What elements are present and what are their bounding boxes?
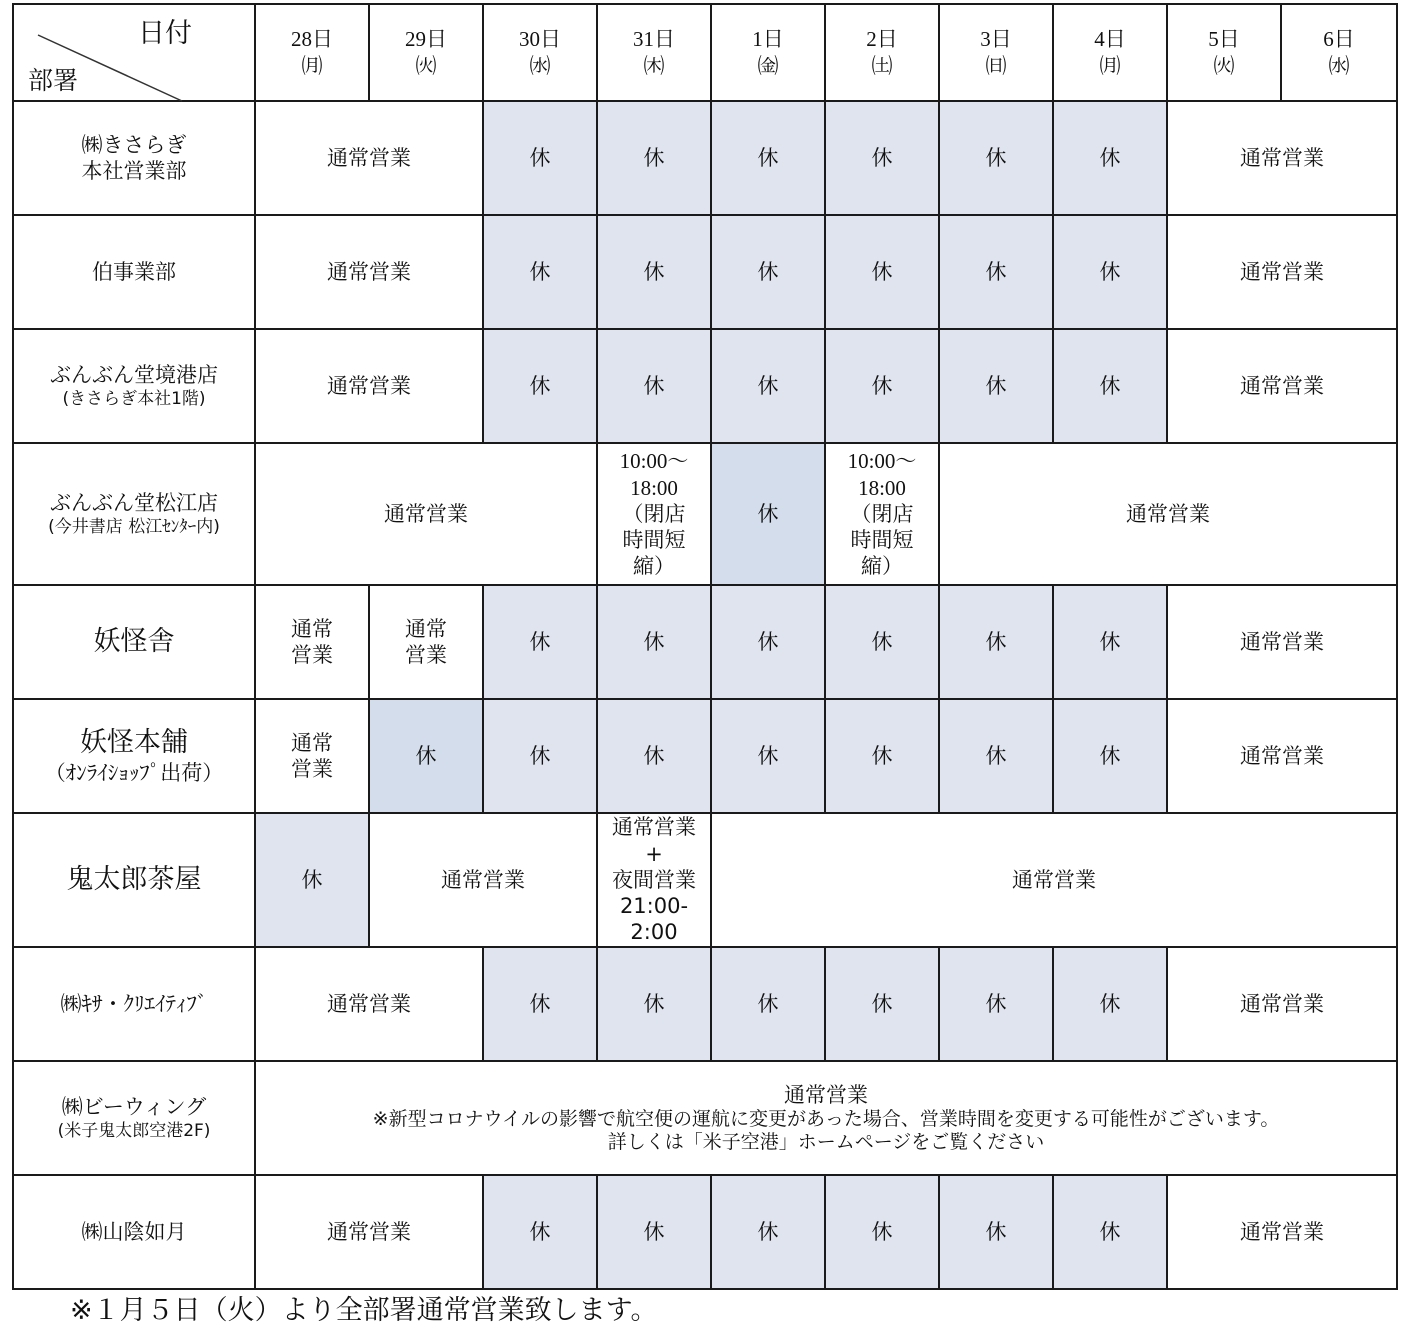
status-closed: 休: [939, 585, 1053, 699]
status-short-hours: [597, 443, 711, 585]
date-weekday: ㈪: [301, 53, 323, 78]
date-day: 31日: [633, 27, 675, 52]
dept-cell-youkaisha: [13, 585, 255, 699]
status-closed: 休: [1053, 585, 1167, 699]
night-line: 夜間営業: [612, 867, 696, 892]
status-closed: 休: [255, 813, 369, 947]
date-header-2: [825, 4, 939, 101]
status-closed: 休: [711, 443, 825, 585]
header-row: [13, 4, 1397, 101]
date-day: 2日: [866, 27, 898, 52]
status-closed: 休: [825, 329, 939, 443]
status-normal-split: [255, 585, 369, 699]
table-row: [13, 1175, 1397, 1289]
status-normal: 通常営業: [1167, 329, 1397, 443]
date-weekday: ㈫: [1213, 53, 1235, 78]
dept-cell-bwing: [13, 1061, 255, 1175]
status-closed: 休: [825, 215, 939, 329]
status-closed: 休: [825, 101, 939, 215]
status-closed: 休: [1053, 329, 1167, 443]
dept-sub: （ｵﾝﾗｲｼｮｯﾌﾟ出荷）: [44, 760, 224, 785]
night-line: +: [645, 841, 663, 866]
dept-name: 妖怪本舗: [80, 727, 188, 758]
dept-name-line2: 本社営業部: [81, 159, 187, 183]
short-hours-line: 縮）: [633, 554, 675, 579]
status-closed: 休: [597, 585, 711, 699]
status-closed: 休: [711, 329, 825, 443]
status-closed: 休: [483, 1175, 597, 1289]
dept-name: ぶんぶん堂境港店: [50, 363, 218, 388]
status-closed: 休: [597, 329, 711, 443]
status-normal: 通常営業: [1167, 947, 1397, 1061]
date-day: 30日: [519, 27, 561, 52]
dept-cell-matsue: [13, 443, 255, 585]
dept-name: 鬼太郎茶屋: [66, 864, 202, 896]
status-line: 通常: [291, 616, 333, 641]
status-bwing-note: [255, 1061, 1397, 1175]
table-row: [13, 101, 1397, 215]
night-line: 21:00-2:00: [619, 894, 689, 945]
date-day: 6日: [1323, 27, 1355, 52]
status-closed: 休: [1053, 947, 1167, 1061]
date-header-28: [255, 4, 369, 101]
table-row: [13, 813, 1397, 947]
date-weekday: ㈬: [1328, 53, 1350, 78]
status-closed: 休: [483, 329, 597, 443]
short-hours-line: （閉店: [850, 501, 914, 526]
date-header-29: [369, 4, 483, 101]
date-axis-label: 日付: [138, 18, 192, 49]
date-weekday: ㈫: [415, 53, 437, 78]
dept-cell-sanin: ㈱山陰如月: [13, 1175, 255, 1289]
table-row: [13, 329, 1397, 443]
dept-name: 妖怪舎: [93, 626, 175, 658]
status-closed: 休: [939, 329, 1053, 443]
status-normal: 通常営業: [255, 947, 483, 1061]
status-closed: 休: [483, 699, 597, 813]
status-closed: 休: [825, 585, 939, 699]
status-line: 通常: [291, 730, 333, 755]
status-normal: 通常営業: [255, 215, 483, 329]
date-weekday: ㈯: [871, 53, 893, 78]
date-weekday: ㈰: [985, 53, 1007, 78]
status-closed: 休: [711, 947, 825, 1061]
status-short-hours: [825, 443, 939, 585]
status-closed: 休: [597, 215, 711, 329]
short-hours-line: 18:00: [858, 475, 906, 500]
note-line: 詳しくは「米子空港」ホームページをご覧ください: [607, 1131, 1045, 1154]
status-closed: 休: [1053, 699, 1167, 813]
status-closed: 休: [825, 947, 939, 1061]
status-closed: 休: [597, 699, 711, 813]
status-closed: 休: [711, 1175, 825, 1289]
status-closed: 休: [483, 101, 597, 215]
dept-cell-haku: 伯事業部: [13, 215, 255, 329]
date-header-30: [483, 4, 597, 101]
status-line: 営業: [291, 643, 333, 667]
date-day: 29日: [405, 27, 447, 52]
status-night-hours: [597, 813, 711, 947]
dept-name: ㈱ビーウィング: [61, 1095, 207, 1120]
date-header-6: [1281, 4, 1397, 101]
status-closed: 休: [483, 215, 597, 329]
status-closed: 休: [711, 699, 825, 813]
status-normal-split: [369, 585, 483, 699]
status-closed: 休: [1053, 215, 1167, 329]
date-weekday: ㈭: [643, 53, 665, 78]
dept-sub: (米子鬼太郎空港2F): [57, 1120, 211, 1141]
table-row: [13, 1061, 1397, 1175]
dept-sub: (今井書店 松江ｾﾝﾀｰ内): [48, 516, 220, 537]
table-row: [13, 215, 1397, 329]
short-hours-line: 縮）: [861, 554, 903, 579]
dept-sub: (きさらぎ本社1階): [62, 388, 206, 409]
status-normal: 通常営業: [255, 101, 483, 215]
status-closed: 休: [483, 585, 597, 699]
status-line: 通常: [405, 616, 447, 641]
status-closed: 休: [597, 947, 711, 1061]
short-hours-line: 時間短: [622, 528, 686, 553]
dept-axis-label: 部署: [28, 65, 79, 95]
dept-name: ぶんぶん堂松江店: [50, 491, 218, 516]
short-hours-line: 18:00: [630, 475, 678, 500]
status-normal: 通常営業: [1167, 101, 1397, 215]
date-header-31: [597, 4, 711, 101]
dept-cell-kisa: ㈱ｷｻ・ｸﾘｴｲﾃｨﾌﾞ: [13, 947, 255, 1061]
table-row: [13, 585, 1397, 699]
status-closed: 休: [825, 699, 939, 813]
status-normal: 通常営業: [1167, 215, 1397, 329]
dept-cell-sakaiminato: [13, 329, 255, 443]
status-normal: 通常営業: [1167, 585, 1397, 699]
table-row: [13, 699, 1397, 813]
date-weekday: ㈮: [757, 53, 779, 78]
date-day: 3日: [980, 27, 1012, 52]
status-normal: 通常営業: [1167, 699, 1397, 813]
footnote: ※１月５日（火）より全部署通常営業致します。: [70, 1295, 658, 1326]
note-line: 通常営業: [784, 1083, 868, 1108]
short-hours-line: 時間短: [850, 528, 914, 553]
status-closed: 休: [1053, 101, 1167, 215]
status-normal: 通常営業: [1167, 1175, 1397, 1289]
table-row: [13, 947, 1397, 1061]
status-closed: 休: [939, 699, 1053, 813]
holiday-schedule-table: [12, 3, 1398, 1290]
table-row: [13, 443, 1397, 585]
status-closed: 休: [939, 1175, 1053, 1289]
dept-cell-chaya: [13, 813, 255, 947]
date-day: 1日: [752, 27, 784, 52]
short-hours-line: 10:00～: [847, 449, 917, 474]
short-hours-line: （閉店: [622, 501, 686, 526]
status-closed: 休: [711, 585, 825, 699]
status-closed: 休: [369, 699, 483, 813]
status-line: 営業: [291, 757, 333, 781]
status-closed: 休: [939, 101, 1053, 215]
status-closed: 休: [597, 1175, 711, 1289]
date-weekday: ㈬: [529, 53, 551, 78]
status-closed: 休: [597, 101, 711, 215]
note-line: ※新型コロナウイルの影響で航空便の運航に変更があった場合、営業時間を変更する可能性がございます。: [372, 1108, 1280, 1131]
corner-header-cell: [13, 4, 255, 101]
status-normal: 通常営業: [255, 1175, 483, 1289]
date-weekday: ㈪: [1099, 53, 1121, 78]
date-day: 5日: [1208, 27, 1240, 52]
status-closed: 休: [711, 101, 825, 215]
status-normal: 通常営業: [255, 329, 483, 443]
dept-cell-honpo: [13, 699, 255, 813]
status-closed: 休: [825, 1175, 939, 1289]
status-normal-split: [255, 699, 369, 813]
status-normal: 通常営業: [939, 443, 1397, 585]
status-normal: 通常営業: [711, 813, 1397, 947]
date-header-5: [1167, 4, 1281, 101]
status-closed: 休: [939, 215, 1053, 329]
short-hours-line: 10:00～: [619, 449, 689, 474]
status-line: 営業: [405, 643, 447, 667]
status-closed: 休: [483, 947, 597, 1061]
status-closed: 休: [711, 215, 825, 329]
dept-name: ㈱きさらぎ: [81, 132, 187, 157]
night-line: 通常営業: [612, 815, 696, 840]
status-closed: 休: [1053, 1175, 1167, 1289]
dept-cell-kisaragi: [13, 101, 255, 215]
date-header-3: [939, 4, 1053, 101]
status-closed: 休: [939, 947, 1053, 1061]
status-normal: 通常営業: [255, 443, 597, 585]
status-normal: 通常営業: [369, 813, 597, 947]
date-header-1: [711, 4, 825, 101]
date-day: 28日: [291, 27, 333, 52]
date-day: 4日: [1094, 27, 1126, 52]
date-header-4: [1053, 4, 1167, 101]
